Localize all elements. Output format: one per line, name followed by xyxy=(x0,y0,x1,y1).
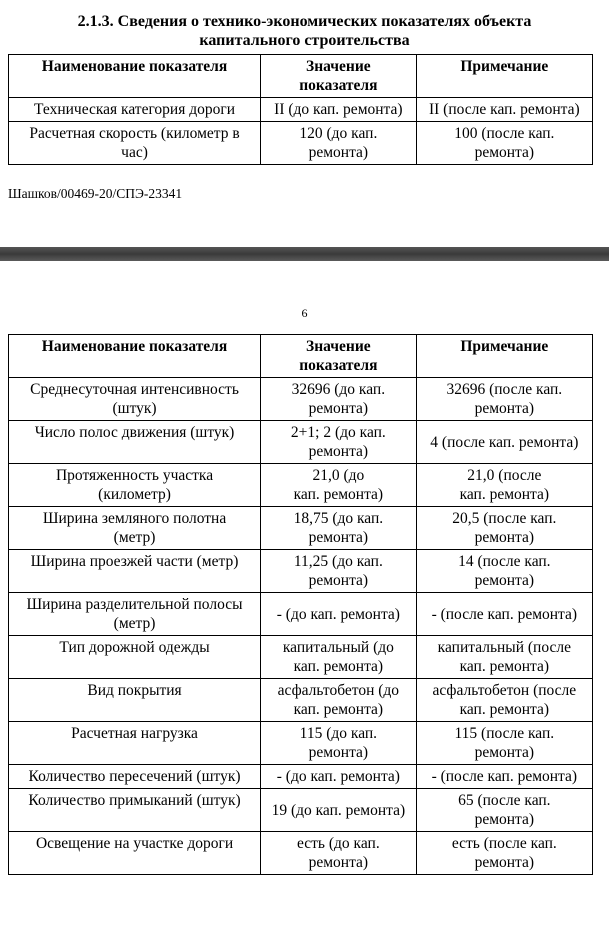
table-row xyxy=(9,378,593,421)
cell-value: 18,75 (до кап. ремонта) xyxy=(261,507,417,550)
cell-name: Число полос движения (штук) xyxy=(9,421,261,464)
cell-name: Количество пересечений (штук) xyxy=(9,765,261,789)
table-row xyxy=(9,593,593,636)
cell-note: 32696 (после кап. ремонта) xyxy=(416,378,592,421)
page-number: 6 xyxy=(301,306,308,320)
table-row xyxy=(9,765,593,789)
cell-name: Протяженность участка (километр) xyxy=(9,464,261,507)
cell-note: 20,5 (после кап. ремонта) xyxy=(416,507,592,550)
cell-value: асфальтобетон (до кап. ремонта) xyxy=(261,679,417,722)
indicators-table-part-2 xyxy=(8,334,593,875)
header-note: Примечание xyxy=(416,335,592,378)
cell-note: 14 (после кап. ремонта) xyxy=(416,550,592,593)
table-row xyxy=(9,679,593,722)
cell-name: Расчетная скорость (километр в час) xyxy=(9,122,261,165)
cell-name: Освещение на участке дороги xyxy=(9,832,261,875)
cell-note: II (после кап. ремонта) xyxy=(416,98,592,122)
table-row xyxy=(9,789,593,832)
cell-value: капитальный (до кап. ремонта) xyxy=(261,636,417,679)
cell-value: 2+1; 2 (до кап. ремонта) xyxy=(261,421,417,464)
cell-note: - (после кап. ремонта) xyxy=(416,593,592,636)
cell-value: 21,0 (до кап. ремонта) xyxy=(261,464,417,507)
cell-note: 115 (после кап. ремонта) xyxy=(416,722,592,765)
document-code: Шашков/00469-20/СПЭ-23341 xyxy=(8,186,183,201)
section-title xyxy=(0,12,609,50)
title-line-2: капитального строительства xyxy=(199,32,410,49)
cell-note: 65 (после кап. ремонта) xyxy=(416,789,592,832)
cell-note: асфальтобетон (после кап. ремонта) xyxy=(416,679,592,722)
table-row xyxy=(9,421,593,464)
cell-name: Ширина разделительной полосы (метр) xyxy=(9,593,261,636)
cell-note: капитальный (после кап. ремонта) xyxy=(416,636,592,679)
table-row xyxy=(9,122,593,165)
cell-name: Техническая категория дороги xyxy=(9,98,261,122)
cell-name: Ширина земляного полотна (метр) xyxy=(9,507,261,550)
header-name: Наименование показателя xyxy=(9,55,261,98)
table-row xyxy=(9,464,593,507)
table-row xyxy=(9,636,593,679)
header-value: Значение показателя xyxy=(261,335,417,378)
cell-value: 19 (до кап. ремонта) xyxy=(261,789,417,832)
table-row xyxy=(9,832,593,875)
table-header-row xyxy=(9,55,593,98)
cell-value: 115 (до кап. ремонта) xyxy=(261,722,417,765)
header-value: Значение показателя xyxy=(261,55,417,98)
table-header-row xyxy=(9,335,593,378)
cell-name: Среднесуточная интенсивность (штук) xyxy=(9,378,261,421)
cell-name: Вид покрытия xyxy=(9,679,261,722)
header-note: Примечание xyxy=(416,55,592,98)
indicators-table-part-1 xyxy=(8,54,593,165)
cell-value: 32696 (до кап. ремонта) xyxy=(261,378,417,421)
table-row xyxy=(9,98,593,122)
cell-value: - (до кап. ремонта) xyxy=(261,765,417,789)
page-top xyxy=(0,0,609,250)
table-row xyxy=(9,722,593,765)
header-name: Наименование показателя xyxy=(9,335,261,378)
cell-note: 4 (после кап. ремонта) xyxy=(416,421,592,464)
cell-name: Тип дорожной одежды xyxy=(9,636,261,679)
cell-value: II (до кап. ремонта) xyxy=(261,98,417,122)
cell-note: 21,0 (после кап. ремонта) xyxy=(416,464,592,507)
cell-value: есть (до кап. ремонта) xyxy=(261,832,417,875)
table-row xyxy=(9,550,593,593)
cell-note: - (после кап. ремонта) xyxy=(416,765,592,789)
title-line-1: 2.1.3. Сведения о технико-экономических показателях объекта xyxy=(77,13,532,30)
cell-value: - (до кап. ремонта) xyxy=(261,593,417,636)
table-row xyxy=(9,507,593,550)
cell-note: есть (после кап. ремонта) xyxy=(416,832,592,875)
cell-value: 120 (до кап. ремонта) xyxy=(261,122,417,165)
cell-name: Количество примыканий (штук) xyxy=(9,789,261,832)
page-separator xyxy=(0,247,609,261)
cell-name: Ширина проезжей части (метр) xyxy=(9,550,261,593)
cell-note: 100 (после кап. ремонта) xyxy=(416,122,592,165)
cell-name: Расчетная нагрузка xyxy=(9,722,261,765)
cell-value: 11,25 (до кап. ремонта) xyxy=(261,550,417,593)
